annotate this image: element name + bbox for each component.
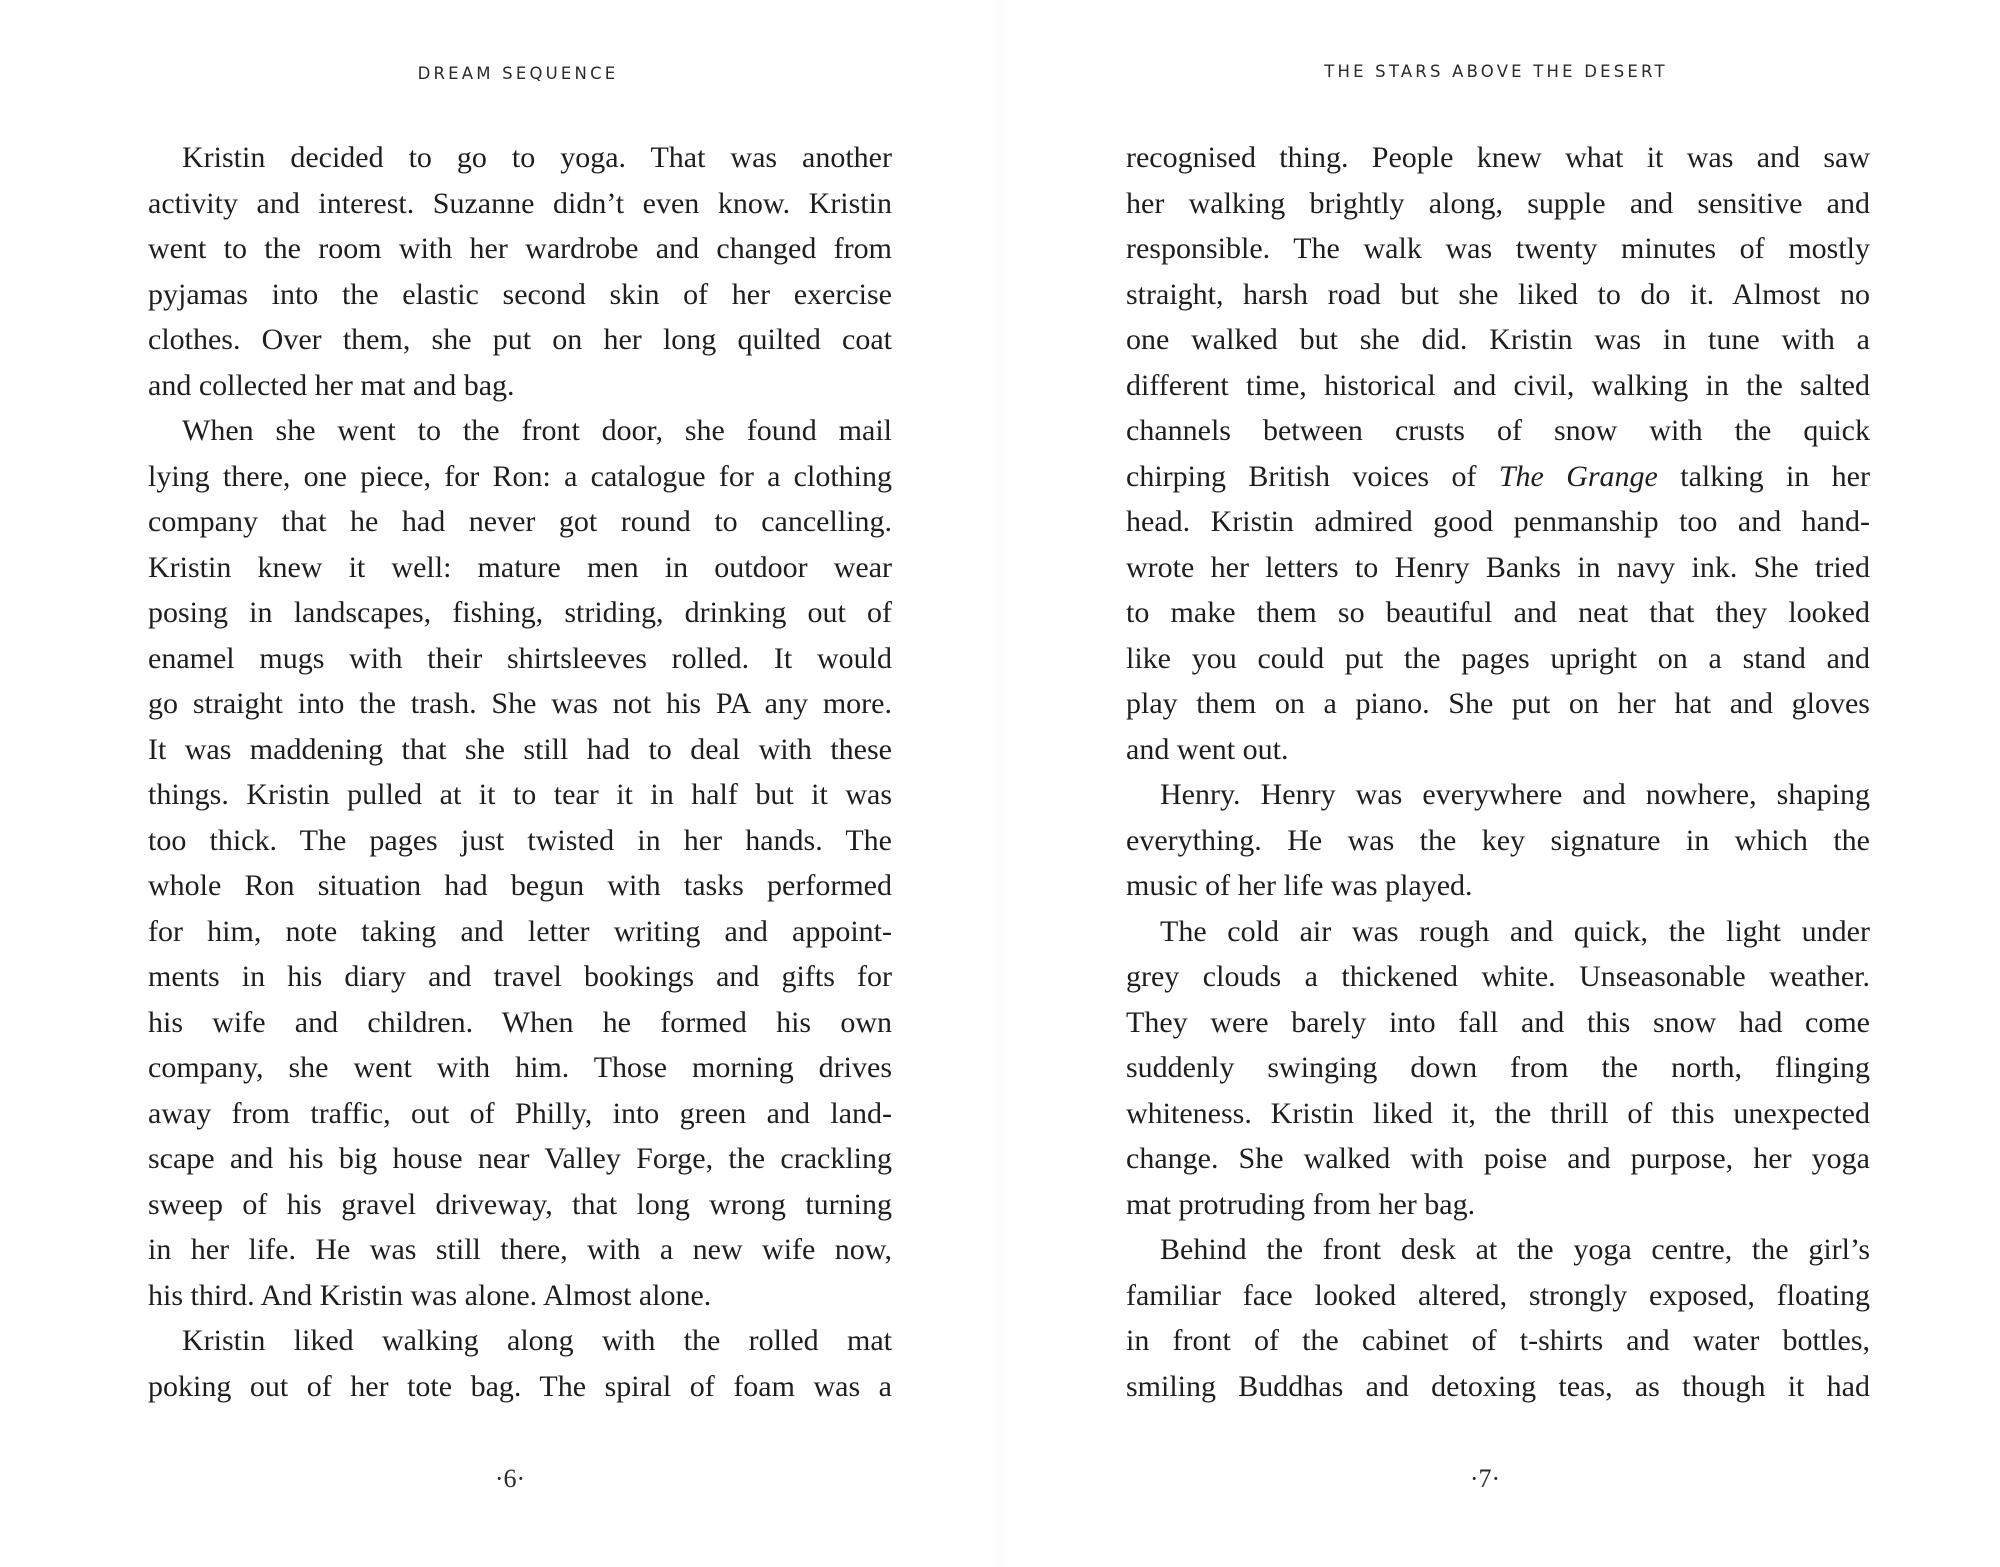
right-body-text bbox=[1126, 135, 1870, 1409]
text-line: too thick. The pages just twisted in her hands. The bbox=[148, 823, 892, 857]
text-line: enamel mugs with their shirtsleeves rolled. It would bbox=[148, 641, 892, 675]
text-line: music of her life was played. bbox=[1126, 869, 1473, 902]
text-line: one walked but she did. Kristin was in tune with a bbox=[1126, 323, 1870, 356]
left-body-text bbox=[148, 135, 892, 1409]
text-line: grey clouds a thickened white. Unseasonable weather. bbox=[1126, 960, 1870, 993]
text-line: They were barely into fall and this snow had come bbox=[1126, 1005, 1870, 1039]
text-line: sweep of his gravel driveway, that long wrong turning bbox=[148, 1187, 892, 1221]
text-line: mat protruding from her bag. bbox=[1126, 1187, 1476, 1221]
text-line: posing in landscapes, fishing, striding, drinking out of bbox=[148, 596, 892, 629]
text-line: for him, note taking and letter writing and appoint- bbox=[148, 914, 892, 948]
text-line: wrote her letters to Henry Banks in navy ink. She tried bbox=[1126, 550, 1870, 584]
left-running-head: DREAM SEQUENCE bbox=[417, 64, 619, 83]
left-page-number: ·6· bbox=[494, 1464, 526, 1493]
text-line: like you could put the pages upright on a stand and bbox=[1126, 641, 1870, 675]
text-line: familiar face looked altered, strongly exposed, floating bbox=[1126, 1278, 1870, 1312]
text-line: in her life. He was still there, with a new wife now, bbox=[148, 1233, 892, 1266]
text-line: clothes. Over them, she put on her long quilted coat bbox=[148, 323, 892, 356]
text-line: When she went to the front door, she found mail bbox=[182, 414, 892, 447]
text-line: smiling Buddhas and detoxing teas, as though it had bbox=[1126, 1369, 1870, 1403]
text-line: her walking brightly along, supple and sensitive and bbox=[1126, 186, 1870, 220]
text-line: The cold air was rough and quick, the light under bbox=[1160, 914, 1870, 948]
text-line: pyjamas into the elastic second skin of her exercise bbox=[148, 277, 892, 311]
text-line: Kristin knew it well: mature men in outdoor wear bbox=[148, 550, 892, 584]
text-line: lying there, one piece, for Ron: a catalogue for a clothing bbox=[148, 459, 892, 493]
text-line: ments in his diary and travel bookings and gifts for bbox=[148, 960, 892, 993]
text-line: head. Kristin admired good penmanship too and hand- bbox=[1126, 505, 1870, 538]
right-running-head: THE STARS ABOVE THE DESERT bbox=[1324, 62, 1668, 81]
text-line: his third. And Kristin was alone. Almost alone. bbox=[148, 1278, 712, 1312]
text-line: chirping British voices of The Grange talking in her bbox=[1126, 459, 1870, 493]
text-line: Kristin decided to go to yoga. That was another bbox=[182, 141, 892, 174]
text-line: company that he had never got round to cancelling. bbox=[148, 505, 892, 538]
text-line: to make them so beautiful and neat that they looked bbox=[1126, 596, 1870, 629]
text-line: Kristin liked walking along with the rolled mat bbox=[182, 1324, 892, 1357]
text-line: whole Ron situation had begun with tasks performed bbox=[148, 869, 892, 902]
text-line: Behind the front desk at the yoga centre, the girl’s bbox=[1160, 1233, 1870, 1266]
text-line: Henry. Henry was everywhere and nowhere, shaping bbox=[1160, 778, 1870, 811]
text-line: play them on a piano. She put on her hat and gloves bbox=[1126, 687, 1870, 720]
text-line: his wife and children. When he formed his own bbox=[148, 1005, 892, 1039]
italic-title: The Grange bbox=[1498, 459, 1658, 493]
text-line: responsible. The walk was twenty minutes of mostly bbox=[1126, 232, 1870, 265]
text-line: and collected her mat and bag. bbox=[148, 368, 515, 402]
text-line: straight, harsh road but she liked to do it. Almost no bbox=[1126, 277, 1870, 311]
text-line: everything. He was the key signature in which the bbox=[1126, 823, 1870, 857]
right-page-number: ·7· bbox=[1469, 1464, 1501, 1493]
text-line: go straight into the trash. She was not his PA any more. bbox=[148, 687, 892, 720]
text-line: activity and interest. Suzanne didn’t even know. Kristin bbox=[148, 186, 892, 220]
text-line: different time, historical and civil, walking in the salted bbox=[1126, 368, 1870, 402]
text-line: scape and his big house near Valley Forge, the crackling bbox=[148, 1142, 892, 1175]
text-line: suddenly swinging down from the north, flinging bbox=[1126, 1051, 1870, 1084]
text-line: things. Kristin pulled at it to tear it in half but it was bbox=[148, 778, 892, 811]
text-line: away from traffic, out of Philly, into green and land- bbox=[148, 1096, 892, 1130]
text-line: in front of the cabinet of t-shirts and water bottles, bbox=[1126, 1324, 1870, 1357]
text-line: went to the room with her wardrobe and changed from bbox=[148, 232, 892, 265]
text-line: whiteness. Kristin liked it, the thrill of this unexpected bbox=[1126, 1096, 1870, 1130]
text-line: poking out of her tote bag. The spiral of foam was a bbox=[148, 1369, 892, 1403]
text-line: and went out. bbox=[1126, 732, 1289, 766]
text-line: company, she went with him. Those morning drives bbox=[148, 1051, 892, 1084]
text-line: channels between crusts of snow with the quick bbox=[1126, 414, 1870, 447]
text-line: recognised thing. People knew what it was and saw bbox=[1126, 141, 1870, 174]
text-line: change. She walked with poise and purpose, her yoga bbox=[1126, 1142, 1870, 1175]
right-page bbox=[1000, 0, 2000, 1567]
text-line: It was maddening that she still had to deal with these bbox=[148, 732, 892, 766]
